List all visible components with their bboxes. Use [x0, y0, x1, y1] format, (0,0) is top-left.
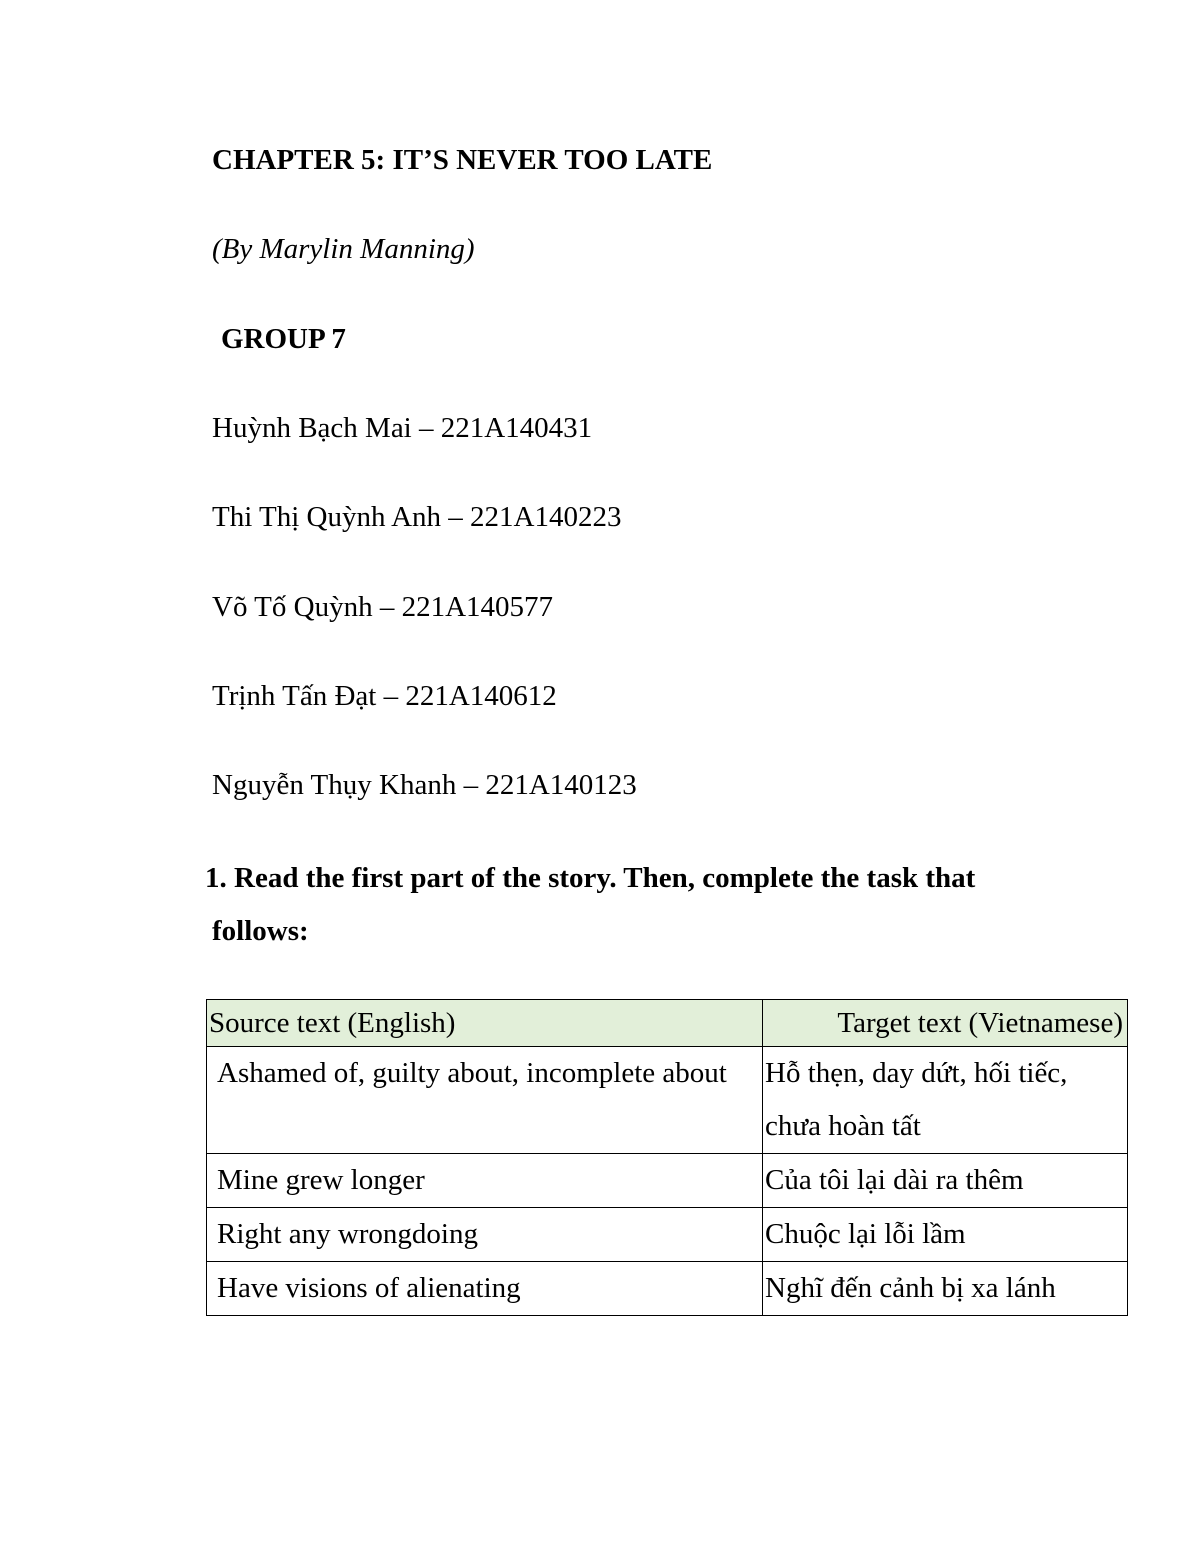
member-1: Huỳnh Bạch Mai – 221A140431	[212, 412, 593, 444]
header-target: Target text (Vietnamese)	[763, 1000, 1128, 1047]
header-source: Source text (English)	[207, 1000, 763, 1047]
chapter-title: CHAPTER 5: IT’S NEVER TOO LATE	[212, 144, 713, 176]
member-2: Thi Thị Quỳnh Anh – 221A140223	[212, 501, 622, 533]
table-row	[207, 1208, 1128, 1262]
task-instruction	[205, 852, 1065, 958]
member-4: Trịnh Tấn Đạt – 221A140612	[212, 680, 557, 712]
author-line: (By Marylin Manning)	[212, 233, 475, 265]
source-cell: Ashamed of, guilty about, incomplete about	[207, 1047, 763, 1154]
table-row	[207, 1262, 1128, 1316]
source-cell: Have visions of alienating	[207, 1262, 763, 1316]
target-cell: Chuộc lại lỗi lầm	[763, 1208, 1128, 1262]
target-cell: Hỗ thẹn, day dứt, hối tiếc, chưa hoàn tất	[763, 1047, 1128, 1154]
translation-table	[206, 999, 1128, 1316]
source-cell: Right any wrongdoing	[207, 1208, 763, 1262]
member-5: Nguyễn Thụy Khanh – 221A140123	[212, 769, 637, 801]
table-header-row	[207, 1000, 1128, 1047]
task-line-1: 1. Read the first part of the story. Then, complete the task that	[205, 862, 976, 894]
table-row	[207, 1154, 1128, 1208]
source-cell: Mine grew longer	[207, 1154, 763, 1208]
table-row	[207, 1047, 1128, 1154]
member-3: Võ Tố Quỳnh – 221A140577	[212, 591, 554, 623]
target-cell: Của tôi lại dài ra thêm	[763, 1154, 1128, 1208]
group-label: GROUP 7	[221, 323, 346, 355]
target-cell: Nghĩ đến cảnh bị xa lánh	[763, 1262, 1128, 1316]
task-line-2: follows:	[212, 915, 309, 947]
